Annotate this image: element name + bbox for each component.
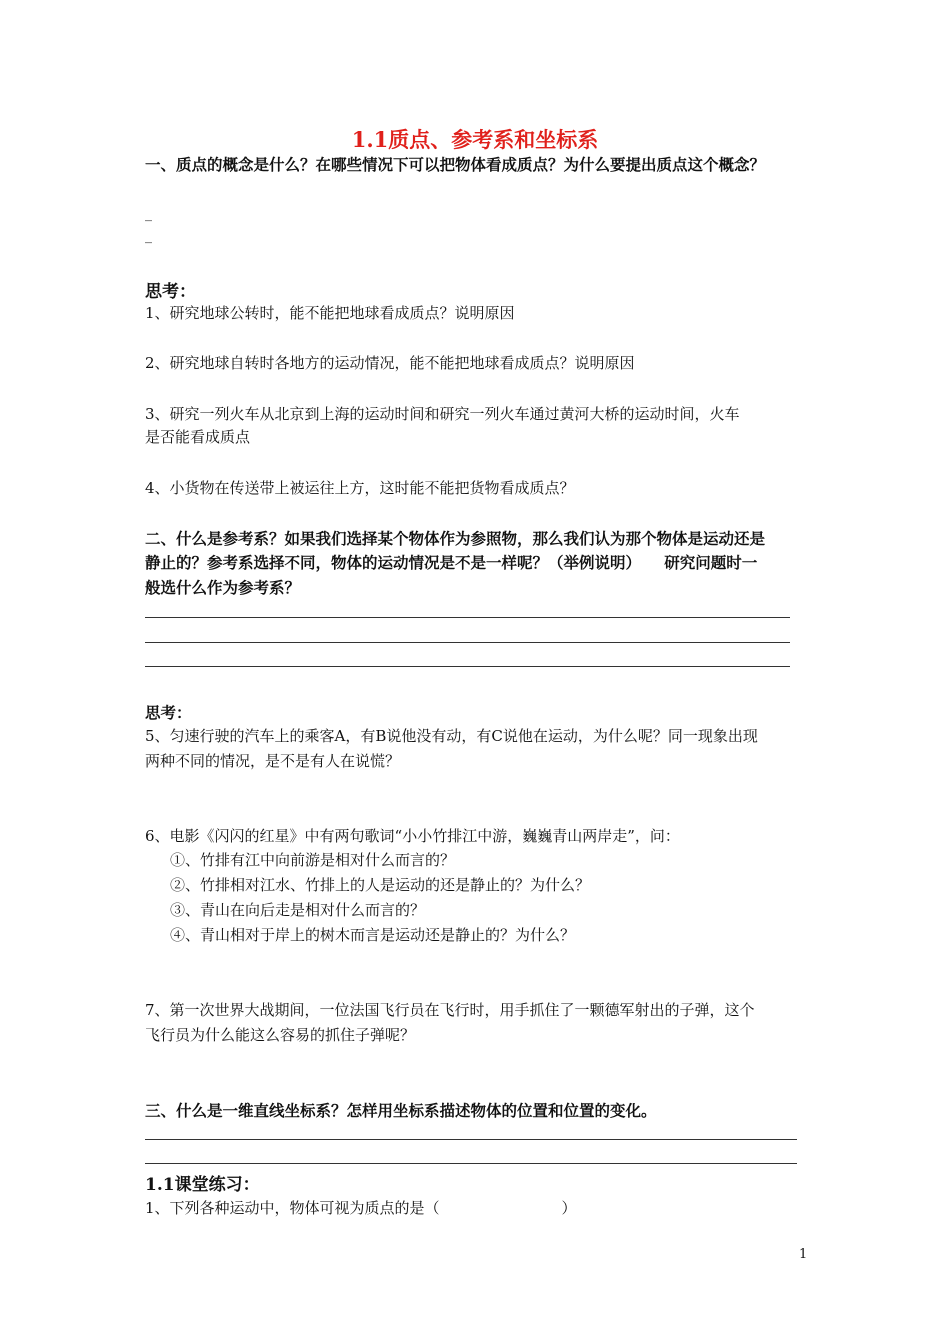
question-5-line1: 5、匀速行驶的汽车上的乘客A，有B说他没有动，有C说他在运动，为什么呢？同一现象出现 bbox=[145, 727, 758, 745]
question-2: 2、研究地球自转时各地方的运动情况，能不能把地球看成质点？说明原因 bbox=[145, 354, 635, 372]
question-3-line2: 是否能看成质点 bbox=[145, 428, 251, 446]
blank-mark: _ bbox=[145, 228, 152, 244]
practice-question-1-prefix: 1、下列各种运动中，物体可视为质点的是（ bbox=[145, 1199, 440, 1217]
practice-question-1 bbox=[145, 1197, 577, 1218]
question-3-line1: 3、研究一列火车从北京到上海的运动时间和研究一列火车通过黄河大桥的运动时间，火车 bbox=[145, 405, 740, 423]
question-4: 4、小货物在传送带上被运往上方，这时能不能把货物看成质点？ bbox=[145, 479, 575, 497]
think1-label: 思考： bbox=[145, 282, 196, 302]
think2-label: 思考： bbox=[145, 703, 192, 722]
answer-line bbox=[145, 1163, 797, 1164]
page-number: 1 bbox=[799, 1247, 808, 1262]
question-1: 1、研究地球公转时，能不能把地球看成质点？说明原因 bbox=[145, 304, 515, 322]
question-6-sub: ③、青山在向后走是相对什么而言的？ bbox=[170, 901, 426, 919]
section2-line2: 静止的？参考系选择不同，物体的运动情况是不是一样呢？（举例说明） 研究问题时一 bbox=[145, 553, 758, 572]
question-6-sub: ②、竹排相对江水、竹排上的人是运动的还是静止的？为什么？ bbox=[170, 876, 591, 894]
page-title: 1.1质点、参考系和坐标系 bbox=[351, 127, 599, 152]
section3-heading: 三、什么是一维直线坐标系？怎样用坐标系描述物体的位置和位置的变化。 bbox=[145, 1101, 657, 1120]
answer-line bbox=[145, 617, 790, 618]
question-5-line2: 两种不同的情况，是不是有人在说慌？ bbox=[145, 752, 401, 770]
blank-mark: _ bbox=[145, 206, 152, 222]
section1-heading: 一、质点的概念是什么？在哪些情况下可以把物体看成质点？为什么要提出质点这个概念？ bbox=[145, 155, 766, 174]
question-6-intro: 6、电影《闪闪的红星》中有两句歌词“小小竹排江中游，巍巍青山两岸走”，问： bbox=[145, 827, 680, 845]
answer-line bbox=[145, 666, 790, 667]
question-7-line2: 飞行员为什么能这么容易的抓住子弹呢？ bbox=[145, 1026, 416, 1044]
section2-line1: 二、什么是参考系？如果我们选择某个物体作为参照物，那么我们认为那个物体是运动还是 bbox=[145, 529, 766, 548]
question-6-sub: ④、青山相对于岸上的树木而言是运动还是静止的？为什么？ bbox=[170, 926, 576, 944]
practice-heading: 1.1课堂练习： bbox=[145, 1175, 260, 1195]
question-6-sub: ①、竹排有江中向前游是相对什么而言的？ bbox=[170, 851, 456, 869]
answer-line bbox=[145, 642, 790, 643]
practice-question-1-suffix: ） bbox=[561, 1199, 577, 1217]
question-7-line1: 7、第一次世界大战期间，一位法国飞行员在飞行时，用手抓住了一颗德军射出的子弹，这个 bbox=[145, 1001, 755, 1019]
answer-line bbox=[145, 1139, 797, 1140]
section2-line3: 般选什么作为参考系？ bbox=[145, 578, 301, 597]
